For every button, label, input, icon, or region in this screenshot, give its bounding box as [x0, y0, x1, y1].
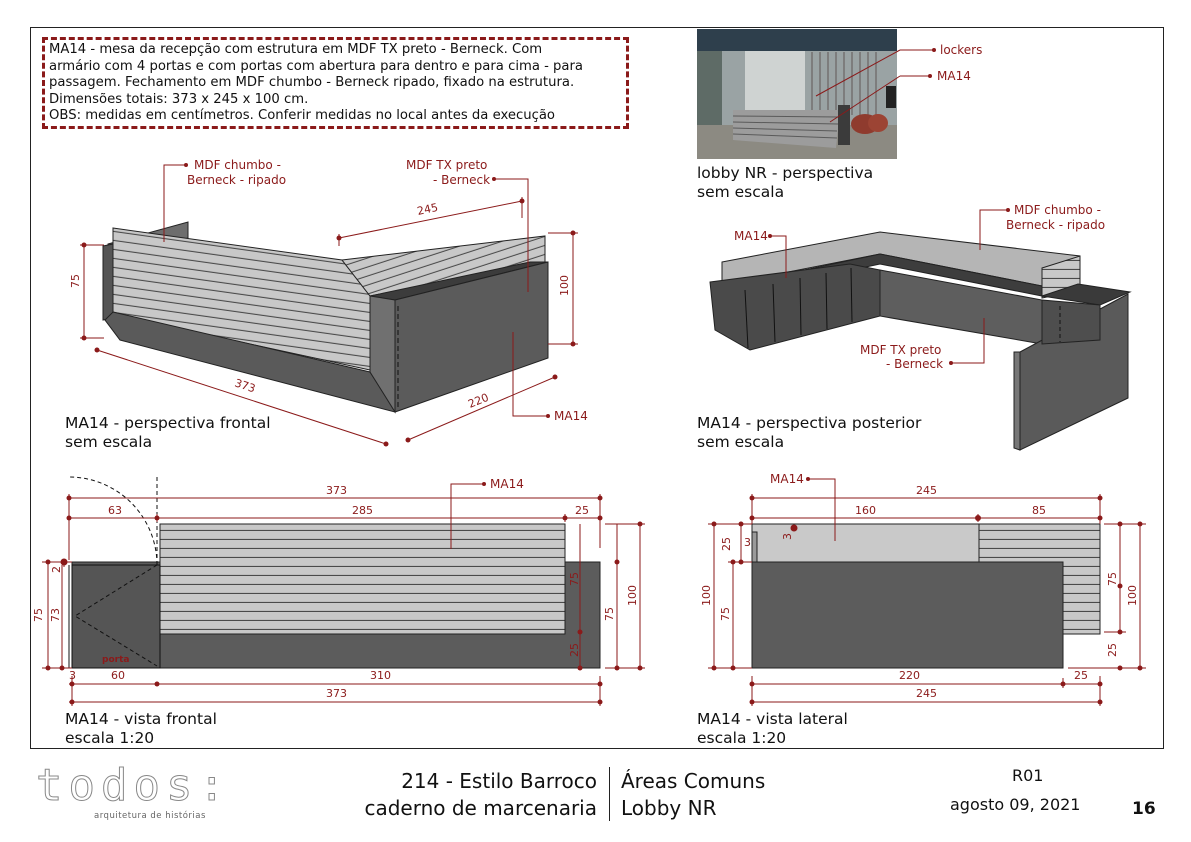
- dim-285: 285: [352, 504, 373, 517]
- dim-side-top-245: 245: [916, 484, 937, 497]
- lobby-render-image: [697, 29, 897, 159]
- frontal-perspective-caption: [65, 414, 271, 452]
- dim-front-bot-373: 373: [326, 687, 347, 700]
- front-view-caption: [65, 710, 217, 748]
- photo-caption: [697, 164, 873, 202]
- dim-side-r25: 25: [1106, 643, 1119, 657]
- company-logo-subtitle: arquitetura de histórias: [94, 811, 206, 821]
- caption-line: lobby NR - perspectiva: [697, 164, 874, 182]
- leader-dot: [1006, 208, 1010, 212]
- footer-divider: [609, 767, 610, 821]
- label-mdf-tx-1: MDF TX preto: [406, 158, 488, 172]
- caption-line: sem escala: [697, 433, 785, 451]
- label-ma14-side: MA14: [770, 472, 804, 486]
- company-logo: todos:: [36, 760, 231, 811]
- dim-front-25i: 25: [568, 643, 581, 657]
- front-view-drawing: [69, 477, 600, 668]
- label-mdf-chumbo-1: MDF chumbo -: [194, 158, 281, 172]
- caption-line: escala 1:20: [697, 729, 787, 747]
- label-mdf-chumbo-2: Berneck - ripado: [187, 173, 287, 187]
- spec-line: MA14 - mesa da recepção com estrutura em MDF TX preto - Berneck. Com: [49, 42, 543, 57]
- dim-front-top-373: 373: [326, 484, 347, 497]
- area-name: Áreas Comuns: [621, 769, 766, 793]
- dim-160: 160: [855, 504, 876, 517]
- label-mdf-chumbo-post-1: MDF chumbo -: [1014, 203, 1101, 217]
- label-ma14-posterior: MA14: [734, 229, 768, 243]
- dim-100: 100: [558, 275, 571, 296]
- posterior-perspective-caption: [697, 414, 921, 452]
- dim-front-25a: 25: [575, 504, 589, 517]
- page-number: 16: [1132, 799, 1156, 819]
- leader-dot: [482, 482, 486, 486]
- project-name: 214 - Estilo Barroco: [401, 769, 597, 793]
- caption-line: sem escala: [65, 433, 153, 451]
- caption-line: MA14 - perspectiva posterior: [697, 414, 922, 432]
- dim-side-r75: 75: [1106, 572, 1119, 586]
- dim-side-3a: 3: [744, 536, 751, 549]
- dim-310: 310: [370, 669, 391, 682]
- side-view-caption: [697, 710, 848, 748]
- caption-line: MA14 - perspectiva frontal: [65, 414, 271, 432]
- dim-side-75: 75: [719, 607, 732, 621]
- dim-75: 75: [69, 274, 82, 288]
- posterior-leader-mdf-chumbo: [980, 210, 1008, 250]
- leader-dot: [184, 163, 188, 167]
- dim-side-r100: 100: [1126, 585, 1139, 606]
- dim-73: 73: [49, 608, 62, 622]
- leader-dot: [768, 234, 772, 238]
- project-subtitle: caderno de marcenaria: [364, 796, 597, 820]
- dim-side-25b: 25: [1074, 669, 1088, 682]
- leader-dot: [546, 414, 550, 418]
- label-ma14-frontal: MA14: [554, 409, 588, 423]
- label-mdf-tx-post-1: MDF TX preto: [860, 343, 942, 357]
- revision-code: R01: [1012, 766, 1044, 785]
- caption-line: sem escala: [697, 183, 785, 201]
- dim-220: 220: [899, 669, 920, 682]
- dim-60: 60: [111, 669, 125, 682]
- caption-line: MA14 - vista frontal: [65, 710, 217, 728]
- label-mdf-tx-2: - Berneck: [433, 173, 491, 187]
- leader-dot: [806, 477, 810, 481]
- spec-line: passagem. Fechamento em MDF chumbo - Berneck ripado, fixado na estrutura.: [49, 75, 575, 91]
- label-mdf-tx-post-2: - Berneck: [886, 357, 944, 371]
- side-view-drawing: [752, 524, 1100, 668]
- spec-line: OBS: medidas em centímetros. Conferir medidas no local antes da execução: [49, 108, 555, 124]
- dim-side-3b: 3: [781, 533, 794, 540]
- dim-side-25: 25: [720, 537, 733, 551]
- dim-2: 2: [50, 566, 63, 573]
- dim-85: 85: [1032, 504, 1046, 517]
- frontal-perspective-drawing: [103, 222, 548, 412]
- spec-line: armário com 4 portas e com portas com abertura para dentro e para cima - para: [49, 58, 584, 74]
- spec-line: Dimensões totais: 373 x 245 x 100 cm.: [49, 91, 309, 107]
- dim-63: 63: [108, 504, 122, 517]
- caption-line: MA14 - vista lateral: [697, 710, 848, 728]
- dim-220: 220: [466, 390, 491, 411]
- label-porta: porta: [102, 655, 130, 665]
- dim-3: 3: [69, 669, 76, 682]
- label-ma14-front: MA14: [490, 477, 524, 491]
- issue-date: agosto 09, 2021: [950, 795, 1081, 814]
- dim-front-100: 100: [626, 585, 639, 606]
- leader-dot: [492, 177, 496, 181]
- dim-side-bot-245: 245: [916, 687, 937, 700]
- dim-front-75l: 75: [32, 608, 45, 622]
- dim-245: 245: [415, 200, 440, 218]
- dim-373: 373: [233, 376, 258, 396]
- label-mdf-chumbo-post-2: Berneck - ripado: [1006, 218, 1106, 232]
- area-subname: Lobby NR: [621, 796, 717, 820]
- dim-front-75r: 75: [603, 607, 616, 621]
- label-lockers: lockers: [940, 43, 983, 57]
- dim-front-75i: 75: [568, 572, 581, 586]
- label-ma14-photo: MA14: [937, 69, 971, 83]
- dim-side-100: 100: [700, 585, 713, 606]
- leader-dot: [949, 361, 953, 365]
- caption-line: escala 1:20: [65, 729, 155, 747]
